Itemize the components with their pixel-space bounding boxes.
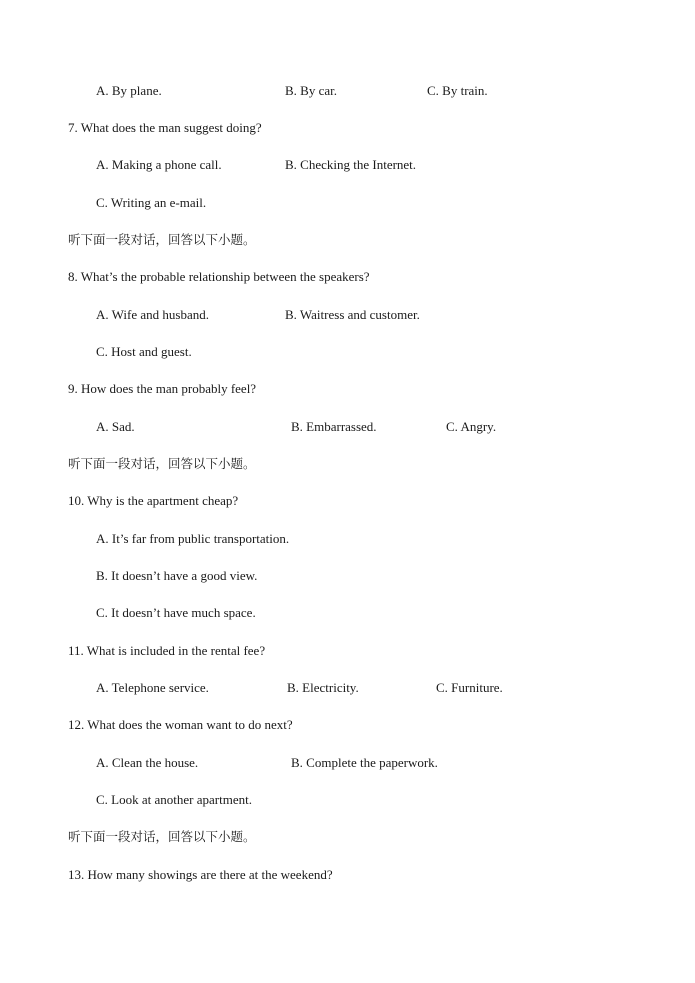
q12-option-c: C. Look at another apartment. — [96, 792, 252, 807]
section-instruction: 听下面一段对话，回答以下小题。 — [68, 829, 256, 844]
q11-option-a: A. Telephone service. — [96, 680, 209, 695]
q7-option-c: C. Writing an e-mail. — [96, 195, 207, 210]
q10-option-c: C. It doesn’t have much space. — [96, 605, 256, 620]
q8-option-c: C. Host and guest. — [96, 344, 192, 359]
q7-option-a: A. Making a phone call. — [96, 157, 222, 172]
q9-option-b: B. Embarrassed. — [291, 419, 377, 434]
question-9: 9. How does the man probably feel? — [68, 381, 257, 396]
option-a: A. By plane. — [96, 83, 162, 98]
question-8: 8. What’s the probable relationship between the speakers? — [68, 269, 370, 284]
section-instruction: 听下面一段对话，回答以下小题。 — [68, 456, 256, 471]
q7-option-b: B. Checking the Internet. — [285, 157, 417, 172]
question-12: 12. What does the woman want to do next? — [68, 717, 293, 732]
option-c: C. By train. — [427, 83, 488, 98]
q8-option-b: B. Waitress and customer. — [285, 307, 420, 322]
q11-option-c: C. Furniture. — [436, 680, 503, 695]
question-13: 13. How many showings are there at the weekend? — [68, 867, 333, 882]
question-7: 7. What does the man suggest doing? — [68, 120, 262, 135]
q9-option-a: A. Sad. — [96, 419, 135, 434]
question-11: 11. What is included in the rental fee? — [68, 643, 266, 658]
section-instruction: 听下面一段对话，回答以下小题。 — [68, 232, 256, 247]
q10-option-a: A. It’s far from public transportation. — [96, 531, 290, 546]
q10-option-b: B. It doesn’t have a good view. — [96, 568, 258, 583]
question-10: 10. Why is the apartment cheap? — [68, 493, 239, 508]
option-b: B. By car. — [285, 83, 337, 98]
q12-option-b: B. Complete the paperwork. — [291, 755, 438, 770]
q9-option-c: C. Angry. — [446, 419, 497, 434]
q12-option-a: A. Clean the house. — [96, 755, 199, 770]
q8-option-a: A. Wife and husband. — [96, 307, 209, 322]
q11-option-b: B. Electricity. — [287, 680, 359, 695]
